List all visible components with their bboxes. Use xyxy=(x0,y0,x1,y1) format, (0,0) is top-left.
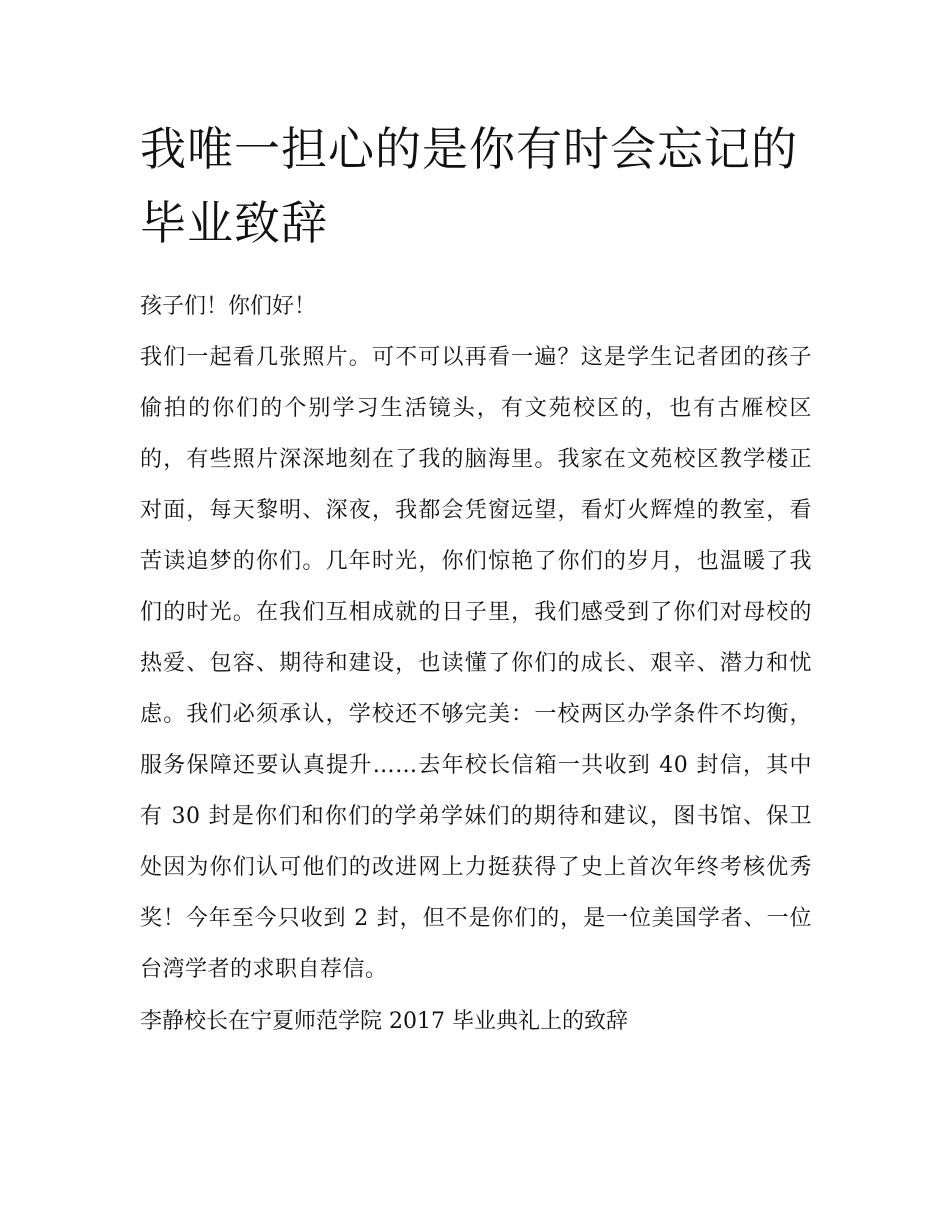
greeting-line: 孩子们！你们好！ xyxy=(140,294,317,319)
body-paragraph: 我们一起看几张照片。可不可以再看一遍？这是学生记者团的孩子偷拍的你们的个别学习生活镜头，有文苑校区的，也有古雁校区的，有些照片深深地刻在了我的脑海里。我家在文苑校区教学楼正对面，每天黎明、深夜，我都会凭窗远望，看灯火辉煌的教室，看苦读追梦的你们。几年时光，你们惊艳了你们的岁月，也温暖了我们的时光。在我们互相成就的日子里，我们感受到了你们对母校的热爱、包容、期待和建设，也读懂了你们的成长、艰辛、潜力和忧虑。我们必须承认，学校还不够完美：一校两区办学条件不均衡，服务保障还要认真提升……去年校长信箱一共收到 40 封信，其中有 30 封是你们和你们的学弟学妹们的期待和建议，图书馆、保卫处因为你们认可他们的改进网上力挺获得了史上首次年终考核优秀奖！今年至今只收到 2 封，但不是你们的，是一位美国学者、一位台湾学者的求职自荐信。 xyxy=(140,345,812,982)
caption-line: 李静校长在宁夏师范学院 2017 毕业典礼上的致辞 xyxy=(140,1009,628,1034)
article xyxy=(140,112,812,1047)
article-title: 我唯一担心的是你有时会忘记的毕业致辞 xyxy=(140,122,798,250)
